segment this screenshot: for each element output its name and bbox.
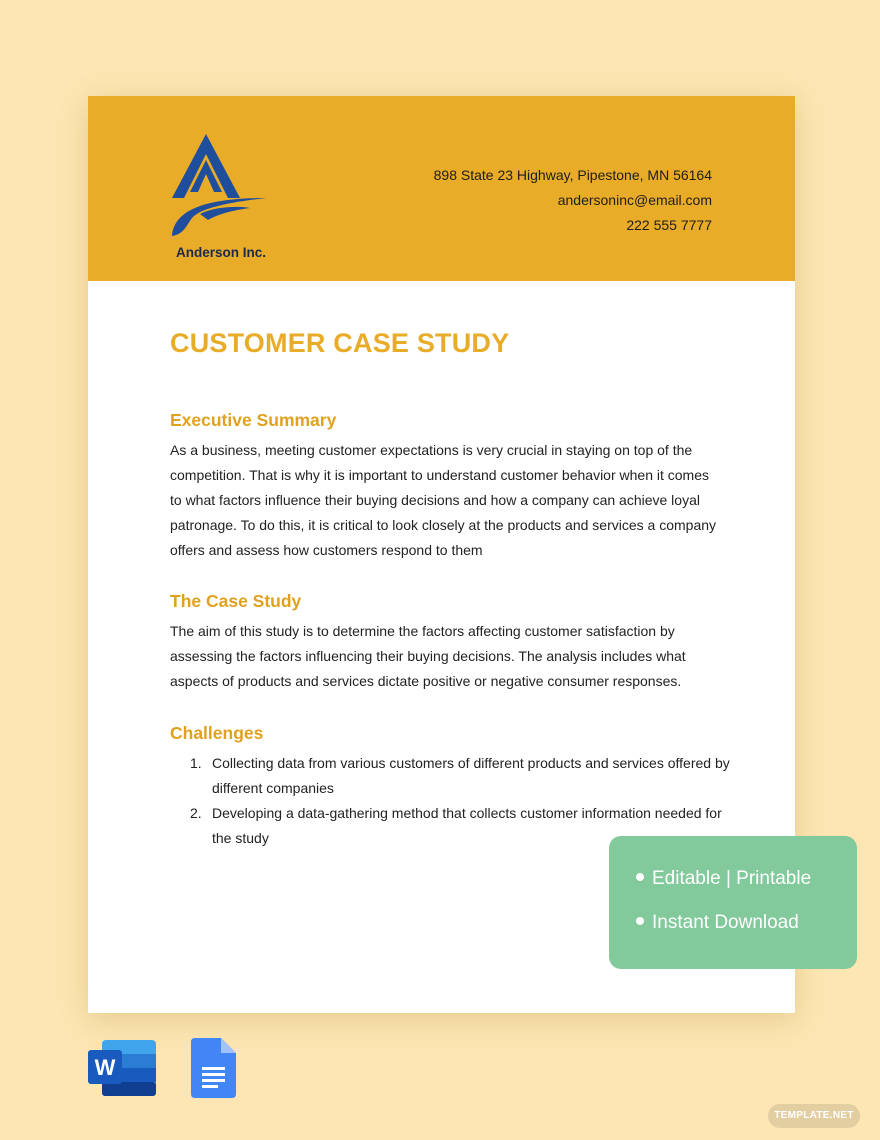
list-item-number: 1. [190,755,202,771]
section-text-executive-summary: As a business, meeting customer expectations is very crucial in staying on top of the competition. That is why it is important to understand customer behavior when it comes to what factors influence their buying decisions and how a company can achieve loyal patronage. To do this, it is critical to look closely at the products and services a company offers and assess how customers respond to them [170,442,717,558]
contact-block [434,163,712,238]
company-phone: 222 555 7777 [626,217,712,233]
features-badge [609,836,857,969]
section-text-case-study: The aim of this study is to determine the factors affecting customer satisfaction by assessing the factors influencing their buying decisions. The analysis includes what aspects of products and services dictate positive or negative consumer responses. [170,623,686,689]
section-heading-executive-summary: Executive Summary [170,410,337,430]
company-name: Anderson Inc. [176,245,267,260]
document-title: CUSTOMER CASE STUDY [170,328,510,358]
template-net-watermark: TEMPLATE.NET [768,1104,860,1128]
google-docs-icon[interactable] [191,1038,236,1098]
list-item-text: Developing a data-gathering method that collects customer information needed for the study [212,805,722,846]
badge-item-download: Instant Download [636,912,799,934]
list-item-text: Collecting data from various customers of different products and services offered by different companies [212,755,730,796]
section-heading-case-study: The Case Study [170,591,302,611]
company-address: 898 State 23 Highway, Pipestone, MN 56164 [433,167,712,183]
list-item [170,751,730,801]
company-email: andersoninc@email.com [557,192,712,208]
company-logo-icon [170,132,270,244]
bullet-icon [636,873,644,881]
bullet-icon [636,917,644,925]
svg-text:W: W [94,1055,116,1080]
microsoft-word-icon[interactable] [88,1038,158,1098]
badge-item-editable: Editable | Printable [636,868,811,890]
section-heading-challenges: Challenges [170,723,264,743]
letterhead-header [88,96,795,281]
list-item-number: 2. [190,805,202,821]
